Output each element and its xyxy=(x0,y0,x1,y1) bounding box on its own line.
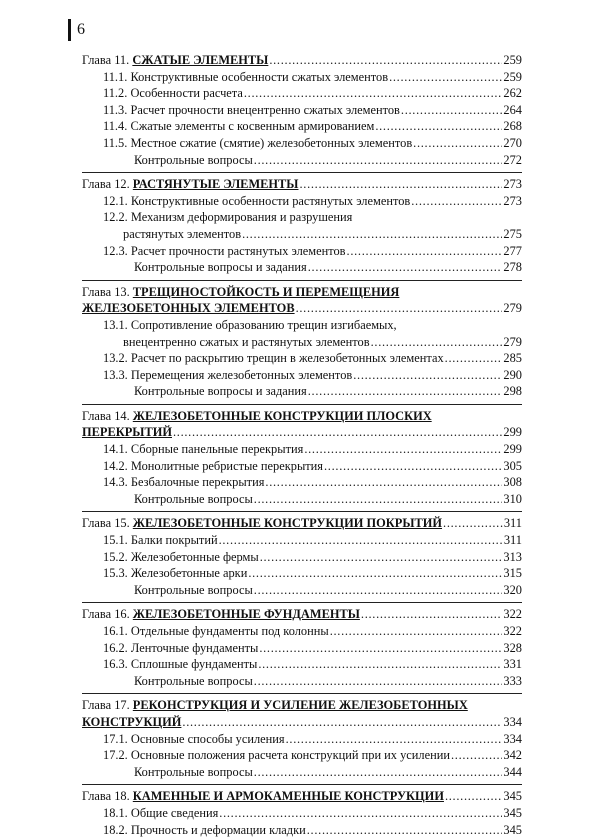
section-number: 13.1. xyxy=(103,317,128,332)
section-page: 270 xyxy=(503,135,522,150)
section-line[interactable] xyxy=(82,623,522,640)
section-page: 333 xyxy=(503,673,522,688)
section-number: 14.3. xyxy=(103,475,128,490)
chapter-page: 322 xyxy=(503,607,522,622)
section-text xyxy=(103,441,303,458)
chapter-label: Глава 14. xyxy=(82,408,130,423)
section-text xyxy=(103,317,397,334)
dot-leader xyxy=(361,606,503,623)
section-title: Расчет прочности растянутых элементов xyxy=(130,243,346,258)
section-text xyxy=(103,69,388,86)
section-text xyxy=(103,193,410,210)
section-page: 259 xyxy=(503,69,522,84)
section-page: 279 xyxy=(503,334,522,349)
section-page: 278 xyxy=(503,260,522,275)
page-header xyxy=(68,18,85,42)
section-text xyxy=(103,565,247,582)
section-page: 305 xyxy=(503,458,522,473)
chapter-heading-text xyxy=(82,284,399,301)
section-title: Сборные панельные перекрытия xyxy=(130,442,304,457)
chapter-heading-line[interactable] xyxy=(82,300,522,317)
section-number: 16.1. xyxy=(103,624,128,638)
chapter-label: Глава 17. xyxy=(82,698,130,713)
chapter-page: 311 xyxy=(503,516,522,531)
section-text xyxy=(103,731,285,748)
chapter-heading-text xyxy=(82,697,468,714)
section-title: Безбалочные перекрытия xyxy=(130,475,265,490)
section-line[interactable] xyxy=(82,193,522,210)
chapter-separator xyxy=(82,693,522,694)
section-number: 12.3. xyxy=(103,243,128,258)
section-number: 15.2. xyxy=(103,549,128,564)
section-page: 290 xyxy=(503,367,522,382)
review-questions-line[interactable] xyxy=(82,259,522,276)
review-questions-line[interactable] xyxy=(82,491,522,508)
dot-leader xyxy=(258,656,502,673)
chapter-separator xyxy=(82,404,522,405)
section-page: 344 xyxy=(503,764,522,779)
section-line[interactable] xyxy=(82,85,522,102)
dot-leader xyxy=(260,549,503,566)
page-number: 6 xyxy=(77,21,85,38)
section-number: 17.2. xyxy=(103,748,128,763)
section-text xyxy=(134,383,307,400)
dot-leader xyxy=(411,193,502,210)
dot-leader xyxy=(445,350,503,367)
chapter-block xyxy=(82,602,522,689)
section-page: 311 xyxy=(503,533,522,548)
dot-leader xyxy=(269,52,502,69)
section-page: 299 xyxy=(503,442,522,457)
section-line[interactable] xyxy=(82,102,522,119)
review-questions-line[interactable] xyxy=(82,764,522,781)
dot-leader xyxy=(308,259,503,276)
review-questions-title: Контрольные вопросы xyxy=(134,764,253,779)
header-rule xyxy=(68,19,71,41)
section-line-continued[interactable] xyxy=(82,334,522,351)
chapter-title: ЖЕЛЕЗОБЕТОННЫЕ КОНСТРУКЦИИ ПЛОСКИХ xyxy=(132,408,432,423)
dot-leader xyxy=(254,152,503,169)
section-text xyxy=(134,582,253,599)
section-line[interactable] xyxy=(82,317,522,334)
section-page: 345 xyxy=(503,822,522,837)
section-number: 11.2. xyxy=(103,86,128,101)
section-text xyxy=(134,764,253,781)
chapter-heading-line[interactable] xyxy=(82,408,522,425)
section-text xyxy=(103,458,323,475)
section-line[interactable] xyxy=(82,805,522,822)
section-line[interactable] xyxy=(82,135,522,152)
section-number: 13.3. xyxy=(103,367,128,382)
dot-leader xyxy=(254,491,503,508)
section-number: 18.1. xyxy=(103,805,128,820)
section-text xyxy=(103,118,374,135)
section-title: Конструктивные особенности сжатых элементов xyxy=(130,69,389,84)
section-title: Расчет прочности внецентренно сжатых элементов xyxy=(130,102,400,117)
section-line[interactable] xyxy=(82,441,522,458)
section-line[interactable] xyxy=(82,549,522,566)
section-title: Отдельные фундаменты под колонны xyxy=(130,624,329,638)
review-questions-title: Контрольные вопросы и задания xyxy=(134,260,307,275)
dot-leader xyxy=(254,673,503,690)
section-page: 342 xyxy=(503,748,522,763)
section-page: 315 xyxy=(503,566,522,581)
section-number: 17.1. xyxy=(103,731,128,746)
section-text xyxy=(103,102,400,119)
chapter-heading-text xyxy=(82,606,360,623)
dot-leader xyxy=(296,300,503,317)
review-questions-title: Контрольные вопросы xyxy=(134,673,253,688)
section-title: Перемещения железобетонных элементов xyxy=(130,367,353,382)
chapter-block xyxy=(82,404,522,508)
section-title: Особенности расчета xyxy=(130,86,243,101)
section-line[interactable] xyxy=(82,731,522,748)
dot-leader xyxy=(308,383,503,400)
dot-leader xyxy=(299,176,502,193)
dot-leader xyxy=(286,731,503,748)
section-number: 16.2. xyxy=(103,640,128,655)
chapter-separator xyxy=(82,511,522,512)
chapter-block xyxy=(82,693,522,780)
section-number: 11.4. xyxy=(103,119,128,134)
chapter-heading-text xyxy=(82,788,444,805)
chapter-page: 299 xyxy=(503,425,522,440)
chapter-separator xyxy=(82,602,522,603)
chapter-label: Глава 11. xyxy=(82,53,130,67)
chapter-label: Глава 13. xyxy=(82,284,130,299)
dot-leader xyxy=(304,441,502,458)
section-number: 15.1. xyxy=(103,533,128,548)
dot-leader xyxy=(401,102,502,119)
dot-leader xyxy=(265,474,502,491)
section-number: 16.3. xyxy=(103,657,128,672)
section-title: Железобетонные фермы xyxy=(130,549,259,564)
section-line[interactable] xyxy=(82,458,522,475)
section-text xyxy=(103,822,306,838)
section-title: Общие сведения xyxy=(130,805,219,820)
section-text xyxy=(134,491,253,508)
dot-leader xyxy=(324,458,502,475)
chapter-title-continued: ПЕРЕКРЫТИЙ xyxy=(82,425,172,440)
review-questions-line[interactable] xyxy=(82,383,522,400)
section-title: Конструктивные особенности растянутых элементов xyxy=(130,193,411,208)
section-line[interactable] xyxy=(82,118,522,135)
section-text xyxy=(103,367,352,384)
chapter-heading-line[interactable] xyxy=(82,714,522,731)
dot-leader xyxy=(219,532,503,549)
chapter-title-continued: ЖЕЛЕЗОБЕТОННЫХ ЭЛЕМЕНТОВ xyxy=(82,301,295,316)
chapter-page: 259 xyxy=(503,53,522,67)
dot-leader xyxy=(347,243,503,260)
chapter-title: КАМЕННЫЕ И АРМОКАМЕННЫЕ КОНСТРУКЦИИ xyxy=(132,789,444,804)
section-number: 11.5. xyxy=(103,135,128,150)
dot-leader xyxy=(182,714,502,731)
table-of-contents xyxy=(82,50,522,838)
section-line[interactable] xyxy=(82,532,522,549)
section-title: Расчет по раскрытию трещин в железобетонных элементах xyxy=(130,351,444,366)
section-line[interactable] xyxy=(82,209,522,226)
section-title-continued: внецентренно сжатых и растянутых элементов xyxy=(123,334,370,349)
section-line[interactable] xyxy=(82,656,522,673)
chapter-heading-line[interactable] xyxy=(82,176,522,193)
section-number: 13.2. xyxy=(103,351,128,366)
chapter-title: РАСТЯНУТЫЕ ЭЛЕМЕНТЫ xyxy=(132,177,299,192)
chapter-title: ЖЕЛЕЗОБЕТОННЫЕ КОНСТРУКЦИИ ПОКРЫТИЙ xyxy=(132,516,443,531)
section-line-continued[interactable] xyxy=(82,226,522,243)
dot-leader xyxy=(375,118,502,135)
section-text xyxy=(103,532,218,549)
chapter-heading-line[interactable] xyxy=(82,52,522,69)
dot-leader xyxy=(389,69,502,86)
review-questions-line[interactable] xyxy=(82,582,522,599)
chapter-title: ТРЕЩИНОСТОЙКОСТЬ И ПЕРЕМЕЩЕНИЯ xyxy=(132,284,400,299)
section-page: 328 xyxy=(503,640,522,655)
section-text xyxy=(103,209,352,226)
section-text xyxy=(103,656,257,673)
section-page: 285 xyxy=(503,351,522,366)
section-title: Основные положения расчета конструкций при их усилении xyxy=(130,748,450,763)
review-questions-title: Контрольные вопросы и задания xyxy=(134,384,307,399)
section-number: 18.2. xyxy=(103,822,128,837)
section-line[interactable] xyxy=(82,350,522,367)
dot-leader xyxy=(254,582,503,599)
chapter-block xyxy=(82,172,522,276)
chapter-block xyxy=(82,784,522,838)
chapter-block xyxy=(82,511,522,598)
section-text xyxy=(134,673,253,690)
section-page: 264 xyxy=(503,102,522,117)
chapter-heading-text xyxy=(82,515,442,532)
section-title: Балки покрытий xyxy=(130,533,218,548)
section-line[interactable] xyxy=(82,565,522,582)
section-page: 268 xyxy=(503,119,522,134)
section-number: 14.1. xyxy=(103,442,128,457)
section-page: 272 xyxy=(503,152,522,167)
chapter-heading-line[interactable] xyxy=(82,606,522,623)
chapter-page: 345 xyxy=(503,789,522,804)
section-text xyxy=(103,640,258,657)
section-page: 322 xyxy=(503,624,522,638)
dot-leader xyxy=(371,334,503,351)
chapter-heading-line[interactable] xyxy=(82,284,522,301)
section-title: Механизм деформирования и разрушения xyxy=(130,210,353,225)
dot-leader xyxy=(330,623,503,640)
dot-leader xyxy=(244,85,503,102)
section-text xyxy=(134,259,307,276)
section-page: 273 xyxy=(503,193,522,208)
dot-leader xyxy=(219,805,502,822)
section-page: 331 xyxy=(503,657,522,672)
review-questions-title: Контрольные вопросы xyxy=(134,582,253,597)
section-text xyxy=(134,152,253,169)
section-text xyxy=(103,549,259,566)
chapter-title: РЕКОНСТРУКЦИЯ И УСИЛЕНИЕ ЖЕЛЕЗОБЕТОННЫХ xyxy=(132,698,468,713)
section-text xyxy=(103,135,412,152)
dot-leader xyxy=(173,424,502,441)
review-questions-title: Контрольные вопросы xyxy=(134,491,253,506)
section-title: Сопротивление образованию трещин изгибаемых, xyxy=(130,317,397,332)
dot-leader xyxy=(445,788,502,805)
dot-leader xyxy=(242,226,502,243)
section-page: 310 xyxy=(503,491,522,506)
chapter-heading-text xyxy=(82,176,298,193)
section-text xyxy=(103,350,444,367)
section-text xyxy=(103,85,243,102)
dot-leader xyxy=(248,565,502,582)
dot-leader xyxy=(413,135,502,152)
chapter-heading-text xyxy=(82,52,268,69)
section-page: 313 xyxy=(503,549,522,564)
dot-leader xyxy=(353,367,502,384)
section-title: Местное сжатие (смятие) железобетонных элементов xyxy=(130,135,413,150)
section-line[interactable] xyxy=(82,822,522,838)
section-page: 298 xyxy=(503,384,522,399)
review-questions-line[interactable] xyxy=(82,152,522,169)
section-page: 345 xyxy=(503,805,522,820)
chapter-page: 334 xyxy=(503,714,522,729)
section-line[interactable] xyxy=(82,640,522,657)
chapter-label: Глава 16. xyxy=(82,607,130,622)
section-page: 262 xyxy=(503,86,522,101)
chapter-label: Глава 15. xyxy=(82,516,130,531)
section-page: 320 xyxy=(503,582,522,597)
chapter-heading-line[interactable] xyxy=(82,788,522,805)
chapter-separator xyxy=(82,280,522,281)
section-page: 308 xyxy=(503,475,522,490)
section-page: 277 xyxy=(503,243,522,258)
section-text xyxy=(103,805,218,822)
section-number: 11.1. xyxy=(103,69,128,84)
section-page: 334 xyxy=(503,731,522,746)
dot-leader xyxy=(307,822,503,838)
chapter-block xyxy=(82,280,522,400)
section-number: 12.1. xyxy=(103,193,128,208)
section-line[interactable] xyxy=(82,367,522,384)
chapter-heading-text xyxy=(82,408,432,425)
chapter-heading-line[interactable] xyxy=(82,515,522,532)
chapter-title: СЖАТЫЕ ЭЛЕМЕНТЫ xyxy=(132,53,269,67)
review-questions-title: Контрольные вопросы xyxy=(134,152,253,167)
chapter-page: 279 xyxy=(503,301,522,316)
section-title: Основные способы усиления xyxy=(130,731,285,746)
chapter-label: Глава 18. xyxy=(82,789,130,804)
chapter-title-continued: КОНСТРУКЦИЙ xyxy=(82,714,182,729)
section-text xyxy=(103,243,346,260)
section-number: 15.3. xyxy=(103,566,128,581)
dot-leader xyxy=(443,515,503,532)
section-title: Монолитные ребристые перекрытия xyxy=(130,458,324,473)
section-line[interactable] xyxy=(82,243,522,260)
section-line[interactable] xyxy=(82,474,522,491)
section-title: Ленточные фундаменты xyxy=(130,640,259,655)
dot-leader xyxy=(259,640,502,657)
section-number: 12.2. xyxy=(103,210,128,225)
chapter-label: Глава 12. xyxy=(82,177,130,192)
section-title: Сплошные фундаменты xyxy=(130,657,258,672)
chapter-separator xyxy=(82,172,522,173)
review-questions-line[interactable] xyxy=(82,673,522,690)
section-number: 11.3. xyxy=(103,102,128,117)
section-title: Железобетонные арки xyxy=(130,566,248,581)
chapter-block xyxy=(82,52,522,168)
section-text xyxy=(103,623,329,640)
section-page: 275 xyxy=(503,226,522,241)
section-title: Сжатые элементы с косвенным армированием xyxy=(130,119,375,134)
chapter-page: 273 xyxy=(503,177,522,192)
chapter-separator xyxy=(82,784,522,785)
section-title: Прочность и деформации кладки xyxy=(130,822,306,837)
chapter-heading-line[interactable] xyxy=(82,424,522,441)
dot-leader xyxy=(254,764,503,781)
section-line[interactable] xyxy=(82,69,522,86)
section-title-continued: растянутых элементов xyxy=(123,226,242,241)
chapter-title: ЖЕЛЕЗОБЕТОННЫЕ ФУНДАМЕНТЫ xyxy=(132,607,360,622)
chapter-heading-line[interactable] xyxy=(82,697,522,714)
section-number: 14.2. xyxy=(103,458,128,473)
section-text xyxy=(103,474,264,491)
